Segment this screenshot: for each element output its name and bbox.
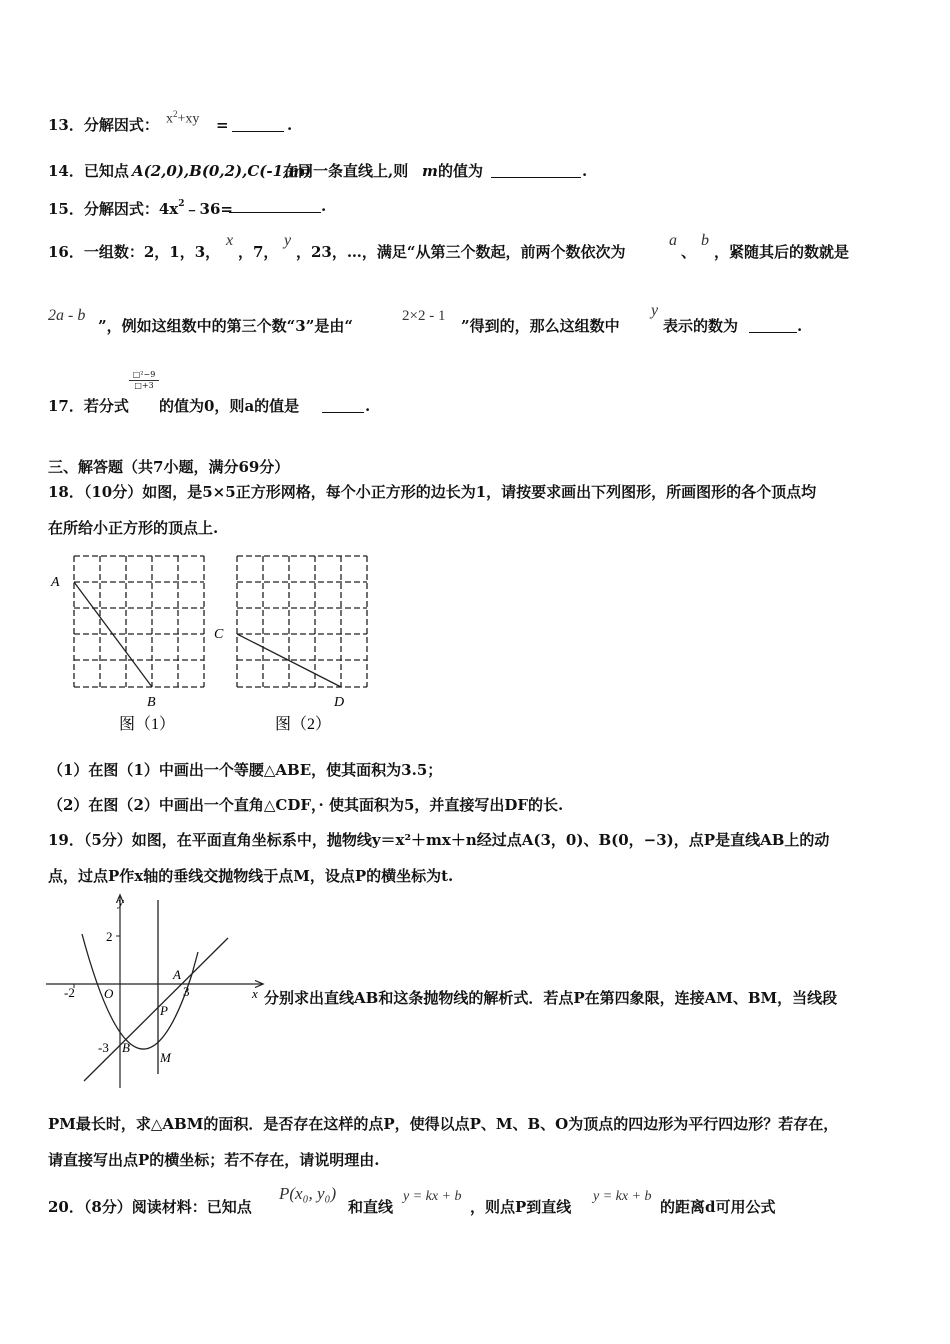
tick-neg2-label: -2 xyxy=(64,985,75,1000)
q20-part-2: 和直线 xyxy=(348,1198,394,1216)
q19-line-1: 19．（5分）如图，在平面直角坐标系中，抛物线y＝x²＋mx＋n经过点A(3，0)、B(0，−3)，点P是直线AB上的动 xyxy=(48,831,830,849)
q20-part-3: ，则点P到直线 xyxy=(470,1198,572,1216)
q18-line-1: 18．（10分）如图，是5×5正方形网格，每个小正方形的边长为1，请按要求画出下列图形，所画图形的各个顶点均 xyxy=(48,483,817,501)
x-axis-label: x xyxy=(252,986,258,1001)
q16-var-a: a xyxy=(669,232,677,249)
q18-figure-2 xyxy=(208,548,373,736)
q16-var-x: x xyxy=(226,232,234,249)
q16-part-3: ，23，…，满足“从第三个数起，前两个数依次为 xyxy=(296,243,626,261)
q15-answer-blank[interactable] xyxy=(229,198,321,218)
q14-m: m xyxy=(422,162,438,180)
q16-expr-example: 2×2 - 1 xyxy=(402,308,446,324)
point-c-label: C xyxy=(214,627,224,642)
q16-part-2: ，7， xyxy=(238,243,279,261)
q14-points: A(2,0),B(0,2),C(-1,m) xyxy=(132,162,312,180)
q16-var-y: y xyxy=(284,232,292,249)
q20-part-1: 20．（8分）阅读材料：已知点 xyxy=(48,1198,252,1216)
q18-sub-1: （1）在图（1）中画出一个等腰△ABE，使其面积为3.5； xyxy=(48,761,443,779)
q13-expression: $x^2+xy$ xyxy=(166,109,200,127)
q17-denominator: □+3 xyxy=(134,381,154,390)
q15-period: . xyxy=(321,197,327,215)
q19-line-4: 请直接写出点P的横坐标；若不存在，请说明理由. xyxy=(48,1151,380,1169)
point-m-graph-label: M xyxy=(160,1050,171,1065)
q18-sub-2: （2）在图（2）中画出一个直角△CDF，· 使其面积为5，并直接写出DF的长. xyxy=(48,796,564,814)
q18-line-2: 在所给小正方形的顶点上. xyxy=(48,519,219,537)
q16-part-5: ”，例如这组数中的第三个数“3”是由“ xyxy=(98,317,353,335)
q16-part-1: 16．一组数：2，1，3， xyxy=(48,243,221,261)
q19-line-3: PM最长时，求△ABM的面积．是否存在这样的点P，使得以点P、M、B、O为顶点的四边形为平行四边形？若存在， xyxy=(48,1115,839,1133)
q17-period: . xyxy=(365,397,371,415)
q17-answer-blank[interactable] xyxy=(322,398,364,418)
tick-2-label: 2 xyxy=(106,929,113,944)
q16-answer-blank[interactable] xyxy=(749,318,797,338)
q13-equals: = xyxy=(216,116,229,134)
tick-3-label: 3 xyxy=(183,984,190,999)
q13-period: . xyxy=(287,116,293,134)
point-a-label: A xyxy=(51,575,60,590)
q19-coordinate-graph xyxy=(40,892,265,1092)
section-3-title: 三、解答题（共7小题，满分69分） xyxy=(48,458,290,476)
figure-2-caption: 图（2） xyxy=(275,716,332,733)
point-b-graph-label: B xyxy=(122,1040,130,1055)
q16-part-4: ，紧随其后的数就是 xyxy=(714,243,850,261)
point-d-label: D xyxy=(334,695,345,710)
q16-var-b: b xyxy=(701,232,709,249)
q17-numerator: □²−9 xyxy=(129,370,159,381)
line-ab xyxy=(84,938,228,1081)
q14-mid-text: 在同一条直线上,则 xyxy=(283,162,409,180)
q19-side: 分别求出直线AB和这条抛物线的解析式．若点P在第四象限，连接AM、BM，当线段 xyxy=(264,989,838,1007)
q16-part-6: ”得到的，那么这组数中 xyxy=(461,317,620,335)
q17-rest: 的值为0，则a的值是 xyxy=(159,397,300,415)
q17-label: 17．若分式 xyxy=(48,397,129,415)
q16-part-7: 表示的数为 xyxy=(663,317,739,335)
q20-part-4: 的距离d可用公式 xyxy=(660,1198,776,1216)
parabola xyxy=(82,934,198,1049)
q13-label: 13．分解因式： xyxy=(48,116,159,134)
figure-1-caption: 图（1） xyxy=(119,716,176,733)
point-b-label: B xyxy=(147,695,156,710)
point-p-graph-label: P xyxy=(160,1003,168,1018)
y-axis-label: y xyxy=(118,894,124,909)
q14-after: 的值为 xyxy=(438,162,484,180)
point-a-graph-label: A xyxy=(173,967,181,982)
q20-line-eq-2: y = kx + b xyxy=(593,1189,652,1204)
q16-period: . xyxy=(797,317,803,335)
q16-expr-2a-b: 2a - b xyxy=(48,307,86,324)
q18-figure-1 xyxy=(44,548,214,736)
grid-1 xyxy=(74,556,204,687)
q15-label: 15．分解因式：$4x^2﹣36=$ xyxy=(48,199,233,218)
q20-line-eq: y = kx + b xyxy=(403,1189,462,1204)
q19-line-2: 点，过点P作x轴的垂线交抛物线于点M，设点P的横坐标为t. xyxy=(48,867,454,885)
origin-label: O xyxy=(104,986,114,1001)
q20-point: P(x₀, y₀) xyxy=(279,1184,337,1203)
q16-sep: 、 xyxy=(681,243,697,261)
q16-var-y-2: y xyxy=(651,302,659,319)
q14-label: 14．已知点 xyxy=(48,162,129,180)
q13-answer-blank[interactable] xyxy=(232,117,284,137)
tick-neg3-label: -3 xyxy=(98,1040,109,1055)
q17-fraction xyxy=(129,370,159,391)
q14-period: . xyxy=(582,162,588,180)
q14-answer-blank[interactable] xyxy=(491,163,581,183)
